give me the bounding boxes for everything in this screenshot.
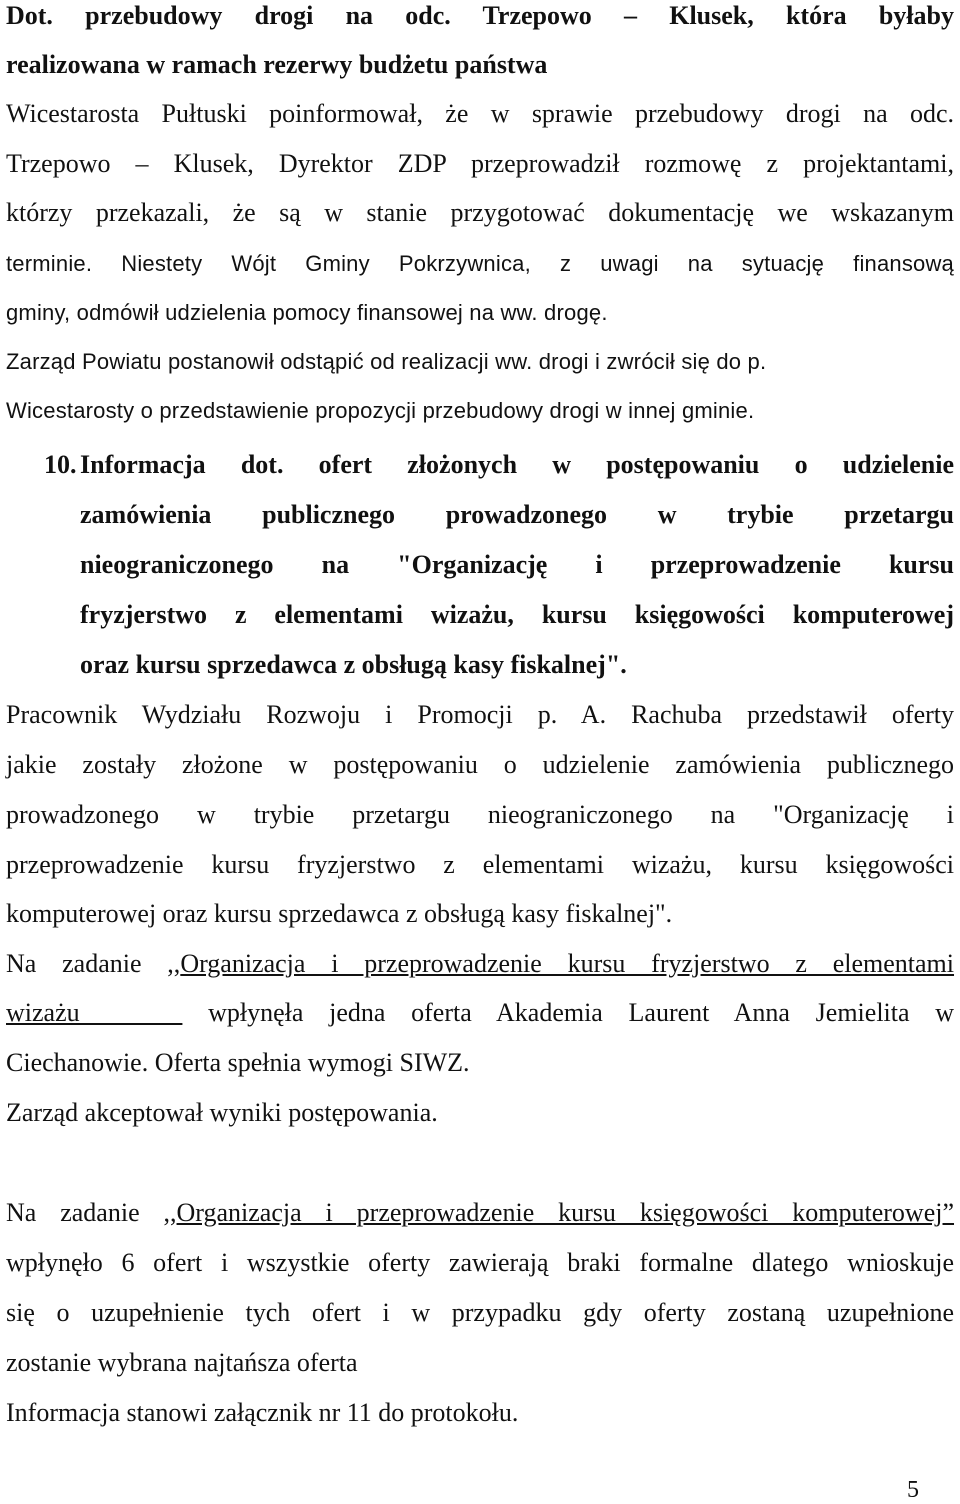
section-9-body-line-7: Wicestarosty o przedstawienie propozycji przebudowy drogi w innej gminie. bbox=[6, 398, 755, 423]
section-10-number: 10. bbox=[44, 450, 77, 479]
task-1-line-4: Zarząd akceptował wyniki postępowania. bbox=[6, 1098, 438, 1127]
section-10-body-line-3: prowadzonego w trybie przetargu nieograniczonego na "Organizację i bbox=[6, 800, 954, 829]
section-10-heading-line-4: fryzjerstwo z elementami wizażu, kursu księgowości komputerowej bbox=[80, 600, 954, 629]
section-10-heading-line-3: nieograniczonego na "Organizację i przeprowadzenie kursu bbox=[80, 550, 954, 579]
section-10-body-line-5: komputerowej oraz kursu sprzedawca z obsługą kasy fiskalnej". bbox=[6, 899, 673, 928]
task-2-line-2: wpłynęło 6 ofert i wszystkie oferty zawierają braki formalne dlatego wnioskuje bbox=[6, 1248, 954, 1277]
task-2-line-1 bbox=[6, 1197, 954, 1229]
section-9-body-line-4: terminie. Niestety Wójt Gminy Pokrzywnica, z uwagi na sytuację finansową bbox=[6, 251, 954, 276]
section-9-heading-line-2: realizowana w ramach rezerwy budżetu państwa bbox=[6, 50, 548, 79]
section-9-body-line-3: którzy przekazali, że są w stanie przygotować dokumentację we wskazanym bbox=[6, 198, 954, 227]
section-10-body-line-2: jakie zostały złożone w postępowaniu o udzielenie zamówienia publicznego bbox=[6, 750, 954, 779]
page-number: 5 bbox=[907, 1477, 919, 1503]
task-2-line-3: się o uzupełnienie tych ofert i w przypadku gdy oferty zostaną uzupełnione bbox=[6, 1298, 954, 1327]
section-9-body-line-6: Zarząd Powiatu postanowił odstąpić od realizacji ww. drogi i zwrócił się do p. bbox=[6, 349, 767, 374]
section-10-heading-line-1: Informacja dot. ofert złożonych w postępowaniu o udzielenie bbox=[80, 450, 954, 479]
section-10-body-line-4: przeprowadzenie kursu fryzjerstwo z elementami wizażu, kursu księgowości bbox=[6, 850, 954, 879]
task-2-prefix: Na zadanie ,, bbox=[6, 1198, 177, 1227]
task-2-title: Organizacja i przeprowadzenie kursu księgowości komputerowej” bbox=[176, 1198, 955, 1227]
task-1-prefix: Na zadanie ,, bbox=[6, 949, 181, 978]
section-10-heading-line-5: oraz kursu sprzedawca z obsługą kasy fiskalnej". bbox=[80, 650, 627, 679]
task-1-line-2 bbox=[6, 997, 954, 1029]
task-1-title-part-1: Organizacja i przeprowadzenie kursu fryzjerstwo z elementami bbox=[180, 949, 955, 978]
section-9-body-line-1: Wicestarosta Pułtuski poinformował, że w sprawie przebudowy drogi na odc. bbox=[6, 99, 954, 128]
section-10-heading-line-2: zamówienia publicznego prowadzonego w trybie przetargu bbox=[80, 500, 954, 529]
section-10-body-line-1: Pracownik Wydziału Rozwoju i Promocji p. A. Rachuba przedstawił oferty bbox=[6, 700, 954, 729]
attachment-note: Informacja stanowi załącznik nr 11 do protokołu. bbox=[6, 1398, 519, 1427]
section-9-body-line-2: Trzepowo – Klusek, Dyrektor ZDP przeprowadził rozmowę z projektantami, bbox=[6, 149, 954, 178]
task-1-title-part-2: wizażu bbox=[6, 998, 183, 1027]
task-2-line-4: zostanie wybrana najtańsza oferta bbox=[6, 1348, 358, 1377]
task-1-line-3: Ciechanowie. Oferta spełnia wymogi SIWZ. bbox=[6, 1048, 470, 1077]
task-1-rest-line-2: wpłynęła jedna oferta Akademia Laurent Anna Jemielita w bbox=[182, 998, 955, 1027]
task-1-line-1 bbox=[6, 948, 954, 980]
section-9-heading-line-1: Dot. przebudowy drogi na odc. Trzepowo – Klusek, która byłaby bbox=[6, 1, 954, 30]
section-9-body-line-5: gminy, odmówił udzielenia pomocy finansowej na ww. drogę. bbox=[6, 300, 608, 325]
